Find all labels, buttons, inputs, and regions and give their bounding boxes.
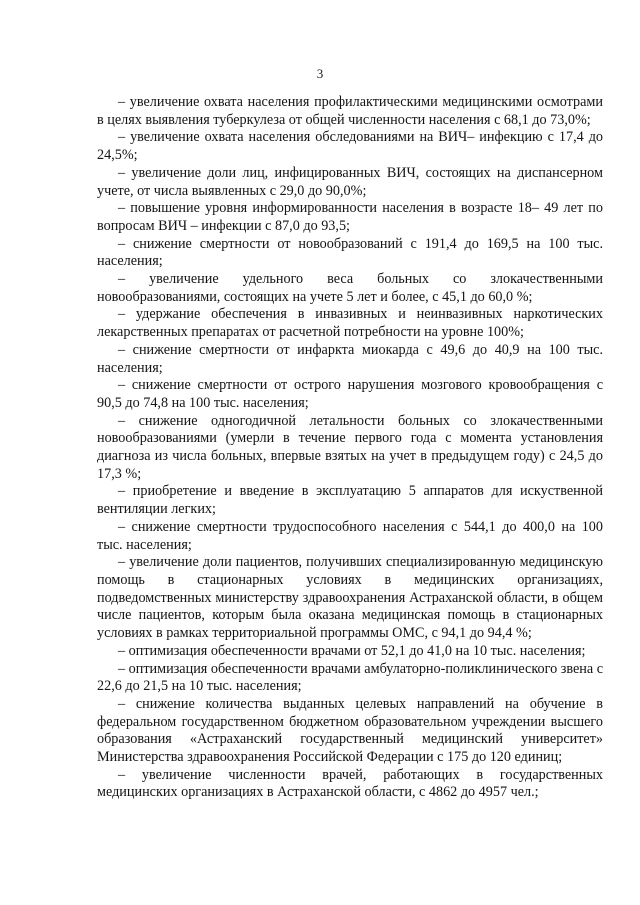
paragraph-6: – увеличение удельного веса больных со злокачественными новообразованиями, состоящих на учете 5 лет и более, с 45,1 до 60,0 %; (97, 271, 603, 305)
paragraph-9: – снижение смертности от острого нарушения мозгового кровообращения с 90,5 до 74,8 на 100 тыс. населения; (97, 377, 603, 411)
paragraph-2: – увеличение охвата населения обследованиями на ВИЧ– инфекцию с 17,4 до 24,5%; (97, 129, 603, 164)
paragraph-14: – оптимизация обеспеченности врачами от 52,1 до 41,0 на 10 тыс. населения; (118, 642, 586, 659)
paragraph-7: – удержание обеспечения в инвазивных и неинвазивных наркотических лекарственных препаратах от расчетной потребности на уровне 100%; (97, 306, 603, 341)
paragraph-16: – снижение количества выданных целевых направлений на обучение в федеральном государственном бюджетном образовательном учреждении высшего образования «Астраханский государственный медицинский университет» Министерства здравоохранения Российской Федерации с 175 до 120 единиц; (97, 695, 603, 766)
page-number: 3 (316, 66, 324, 81)
document-body (97, 94, 603, 802)
paragraph-8: – снижение смертности от инфаркта миокарда с 49,6 до 40,9 на 100 тыс. населения; (97, 341, 603, 376)
paragraph-12: – снижение смертности трудоспособного населения с 544,1 до 400,0 на 100 тыс. населения; (97, 518, 603, 553)
paragraph-13: – увеличение доли пациентов, получивших специализированную медицинскую помощь в стационарных условиях в медицинских организациях, подведомственных министерству здравоохранения Астраханской области, в общем числе пациентов, которым была оказана медицинская помощь в стационарных условиях в рамках территориальной программы ОМС, с 94,1 до 94,4 %; (97, 554, 603, 642)
paragraph-3: – увеличение доли лиц, инфицированных ВИЧ, состоящих на диспансерном учете, от числа выявленных с 29,0 до 90,0%; (97, 164, 603, 199)
paragraph-15: – оптимизация обеспеченности врачами амбулаторно-поликлинического звена с 22,6 до 21,5 на 10 тыс. населения; (97, 660, 603, 695)
paragraph-4: – повышение уровня информированности населения в возрасте 18– 49 лет по вопросам ВИЧ – инфекции с 87,0 до 93,5; (97, 200, 603, 234)
paragraph-10: – снижение одногодичной летальности больных со злокачественными новообразованиями (умерли в течение первого года с момента установления диагноза из числа больных, впервые взятых на учет в предыдущем году) с 24,5 до 17,3 %; (97, 412, 603, 482)
paragraph-5: – снижение смертности от новообразований с 191,4 до 169,5 на 100 тыс. населения; (97, 235, 603, 270)
paragraph-11: – приобретение и введение в эксплуатацию 5 аппаратов для искуственной вентиляции легких; (97, 483, 603, 518)
paragraph-1: – увеличение охвата населения профилактическими медицинскими осмотрами в целях выявления туберкулеза от общей численности населения с 68,1 до 73,0%; (97, 94, 603, 128)
paragraph-17: – увеличение численности врачей, работающих в государственных медицинских организациях в Астраханской области, с 4862 до 4957 чел.; (97, 766, 603, 801)
